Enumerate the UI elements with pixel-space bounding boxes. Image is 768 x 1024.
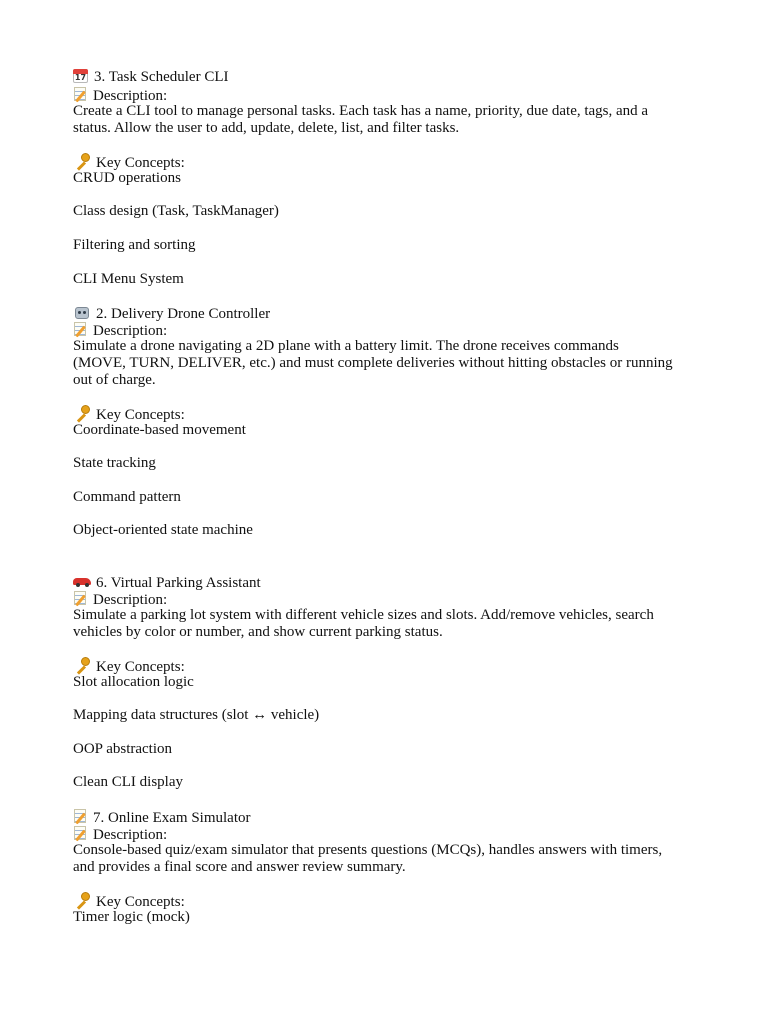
- description-heading: Description:: [73, 321, 703, 340]
- concept-item: Filtering and sorting: [73, 237, 196, 253]
- section-title: 173. Task Scheduler CLI: [73, 69, 703, 86]
- description-line: Simulate a drone navigating a 2D plane with a battery limit. The drone receives commands: [73, 338, 619, 354]
- description-heading: Description:: [73, 825, 703, 844]
- memo-icon: [73, 825, 89, 841]
- section-title: 6. Virtual Parking Assistant: [73, 573, 703, 592]
- description-line: out of charge.: [73, 372, 156, 388]
- section-title: 2. Delivery Drone Controller: [73, 304, 703, 323]
- key-concepts-heading: Key Concepts:: [73, 892, 703, 911]
- concept-item: CLI Menu System: [73, 271, 184, 287]
- description-line: Console-based quiz/exam simulator that presents questions (MCQs), handles answers with timers,: [73, 842, 663, 858]
- key-concepts-heading: Key Concepts:: [73, 153, 703, 172]
- memo-icon: [73, 321, 89, 337]
- concept-item: Command pattern: [73, 489, 181, 505]
- concept-item: OOP abstraction: [73, 741, 173, 757]
- description-heading: Description:: [73, 86, 703, 105]
- key-icon: [73, 657, 92, 673]
- key-concepts-heading: Key Concepts:: [73, 657, 703, 676]
- description-heading: Description:: [73, 590, 703, 609]
- memo-icon: [73, 590, 89, 606]
- description-line: and provides a final score and answer review summary.: [73, 859, 406, 875]
- key-concepts-heading: Key Concepts:: [73, 405, 703, 424]
- concept-item: Coordinate-based movement: [73, 422, 246, 438]
- description-line: status. Allow the user to add, update, delete, list, and filter tasks.: [73, 120, 460, 136]
- memo-icon: [73, 86, 89, 102]
- robot-icon: [73, 304, 92, 320]
- description-line: Create a CLI tool to manage personal tasks. Each task has a name, priority, due date, tags, and a: [73, 103, 649, 119]
- section-title: 7. Online Exam Simulator: [73, 808, 703, 827]
- description-line: (MOVE, TURN, DELIVER, etc.) and must complete deliveries without hitting obstacles or running: [73, 355, 673, 371]
- concept-item: Object-oriented state machine: [73, 522, 253, 538]
- calendar-icon: [73, 69, 88, 83]
- concept-item: Timer logic (mock): [73, 909, 190, 925]
- description-line: vehicles by color or number, and show current parking status.: [73, 624, 443, 640]
- concept-item: Class design (Task, TaskManager): [73, 203, 279, 219]
- key-icon: [73, 153, 92, 169]
- description-line: Simulate a parking lot system with different vehicle sizes and slots. Add/remove vehicles, search: [73, 607, 654, 623]
- concept-item: Mapping data structures (slot ↔ vehicle): [73, 707, 320, 723]
- concept-item: State tracking: [73, 455, 156, 471]
- key-icon: [73, 892, 92, 908]
- concept-item: Slot allocation logic: [73, 674, 194, 690]
- key-icon: [73, 405, 92, 421]
- car-icon: [73, 573, 92, 589]
- memo-icon: [73, 808, 89, 824]
- concept-item: CRUD operations: [73, 170, 181, 186]
- concept-item: Clean CLI display: [73, 774, 183, 790]
